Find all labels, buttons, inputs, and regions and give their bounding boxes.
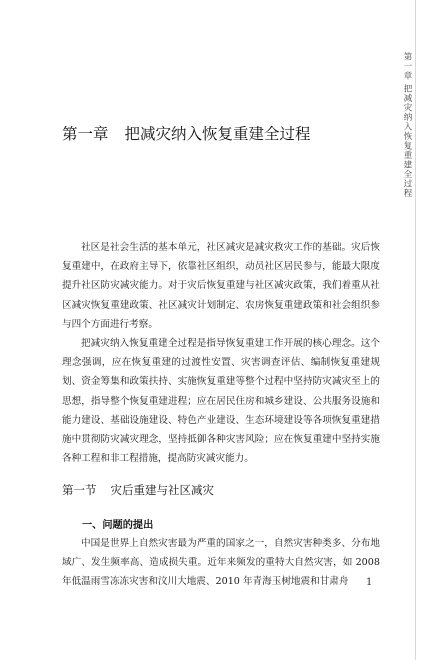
page-number: 1 (366, 577, 373, 588)
running-head-chapter-label: 第一章 (402, 52, 412, 81)
paragraph-block (62, 238, 380, 334)
running-head-title: 把减灾纳入恢复重建全过程 (402, 84, 412, 199)
margin-rule (415, 0, 416, 660)
section-label: 第一节 (62, 483, 97, 497)
chapter-title-text: 把减灾纳入恢复重建全过程 (124, 125, 311, 143)
chapter-label: 第一章 (62, 125, 109, 143)
paragraph-block (62, 534, 380, 592)
section-title-text: 灾后重建与社区减灾 (110, 483, 214, 497)
paragraph: 中国是世界上自然灾害最为严重的国家之一，自然灾害种类多、分布地域广、发生频率高、造成损失重。近年来频发的重特大自然灾害，如 2008 年低温雨雪冻冻灾害和汶川大地震、2010 年青海玉树地震和甘肃舟 (62, 538, 380, 588)
chapter-title (62, 122, 311, 144)
running-head (399, 52, 415, 198)
paragraph: 把减灾纳入恢复重建全过程是指导恢复重建工作开展的核心理念。这个理念强调，应在恢复重建的过渡性安置、灾害调查评估、编制恢复重建规划、资金筹集和政策扶持、实施恢复重建等整个过程中坚持防灾减灾至上的思想，指导整个恢复重建进程；应在居民住房和城乡建设、公共服务设施和能力建设、基础设施建设、特色产业建设、生态环境建设等各项恢复重建措施中贯彻防灾减灾理念，坚持抵御各种灾害风险；应在恢复重建中坚持实施各种工程和非工程措施，提高防灾减灾能力。 (62, 338, 380, 465)
section-title (62, 482, 214, 498)
paragraph: 社区是社会生活的基本单元，社区减灾是减灾救灾工作的基础。灾后恢复重建中，在政府主导下，依靠社区组织，动员社区居民参与，能最大限度提升社区防灾减灾能力。对于灾后恢复重建与社区减灾政策，我们着重从社区减灾恢复重建政策、社区减灾计划制定、农房恢复重建政策和社会组织参与四个方面进行考察。 (62, 242, 380, 330)
paragraph-block (62, 334, 380, 468)
subsection-title: 一、问题的提出 (82, 520, 154, 531)
